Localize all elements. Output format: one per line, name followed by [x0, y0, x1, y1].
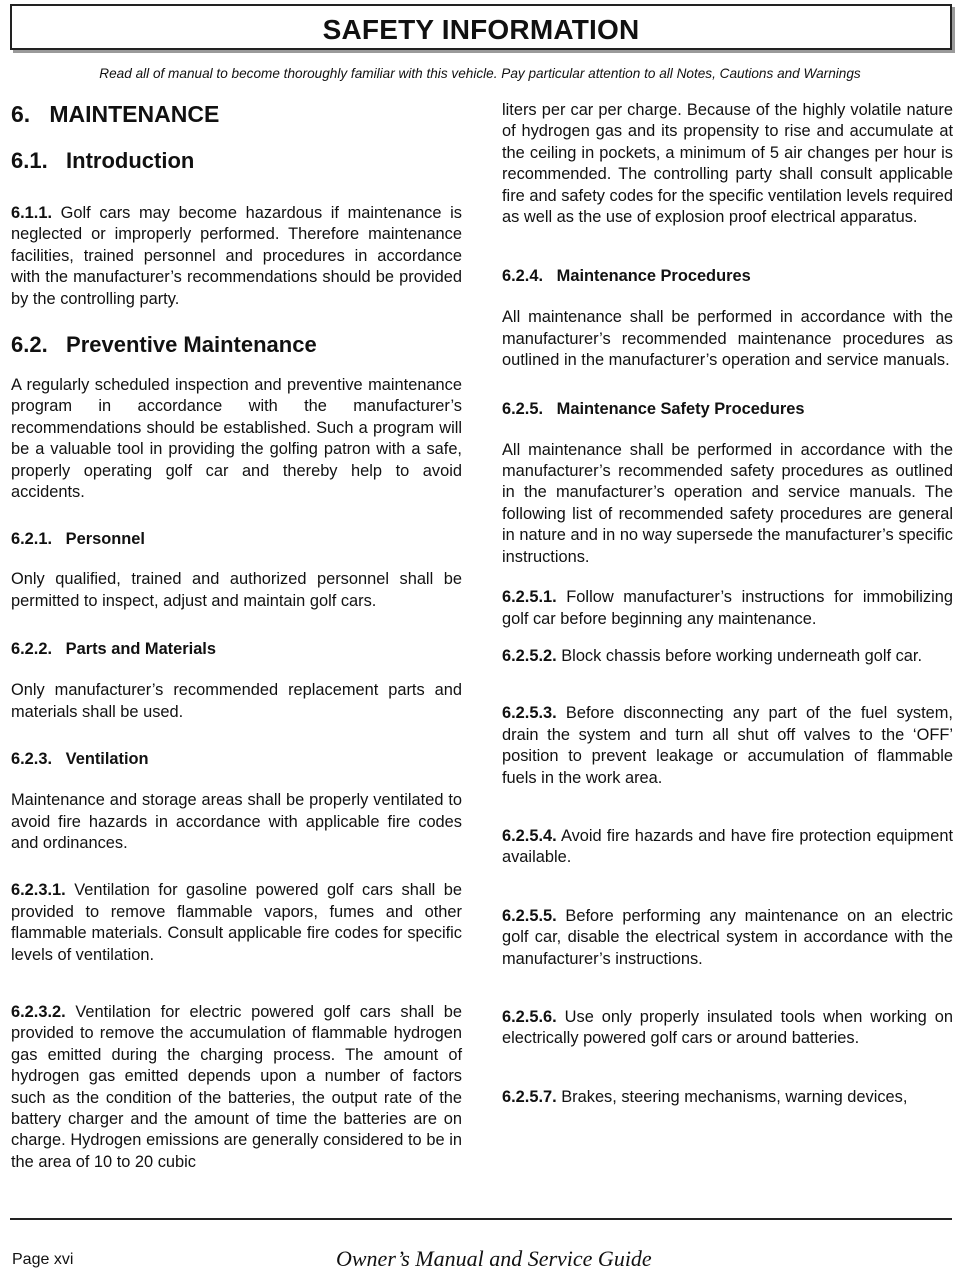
- paragraph-number: 6.1.1.: [11, 204, 53, 222]
- right-column: [502, 100, 953, 1108]
- paragraph-6-2-5-6: [502, 1007, 953, 1050]
- header-box: [10, 4, 952, 50]
- footer-divider: [10, 1218, 952, 1220]
- paragraph-6-2-5-3: [502, 703, 953, 789]
- paragraph-6-2-5: All maintenance shall be performed in accordance with the manufacturer’s recommended safety procedures as outlined in the manufacturer’s operation and service manuals. The following list of recommended safety procedures are general in nature and in no way supersede the manufacturer’s specific instructions.: [502, 440, 953, 566]
- heading-ventilation: 6.2.3. Ventilation: [11, 750, 149, 769]
- paragraph-text: Block chassis before working underneath golf car.: [556, 646, 923, 665]
- paragraph-text: Golf cars may become hazardous if maintenance is neglected or improperly performed. Therefore maintenance facilities, trained personnel and procedures in accordance with the manufacturer’s recommendations should be provided by the controlling party.: [11, 204, 462, 308]
- paragraph-text: Ventilation for gasoline powered golf cars shall be provided to remove flammable vapors, fumes and other flammable materials. Consult applicable fire codes for specific levels of ventilation.: [11, 881, 462, 964]
- paragraph-6-2-4: All maintenance shall be performed in accordance with the manufacturer’s recommended maintenance procedures as outlined in the manufacturer’s operation and service manuals.: [502, 308, 953, 370]
- heading-maintenance-procedures: 6.2.4. Maintenance Procedures: [502, 267, 751, 286]
- paragraph-text: Follow manufacturer’s instructions for immobilizing golf car before beginning any maintenance.: [502, 588, 953, 628]
- heading-personnel: 6.2.1. Personnel: [11, 530, 145, 549]
- paragraph-6-2: A regularly scheduled inspection and preventive maintenance program in accordance with the manufacturer’s recommendations should be established. Such a program will be a valuable tool in providing the golfing patron with a safe, properly operating golf car and thereby help to avoid accidents.: [11, 376, 462, 502]
- paragraph-6-2-5-5: [502, 906, 953, 970]
- paragraph-text: Brakes, steering mechanisms, warning devices,: [556, 1087, 908, 1106]
- paragraph-number: 6.2.5.5.: [502, 906, 557, 925]
- heading-maintenance: 6. MAINTENANCE: [11, 101, 220, 127]
- paragraph-text: Use only properly insulated tools when working on electrically powered golf cars or around batteries.: [502, 1007, 953, 1048]
- paragraph-6-2-5-2: [502, 646, 953, 667]
- header-subtitle: Read all of manual to become thoroughly familiar with this vehicle. Pay particular attention to all Notes, Cautions and Warnings: [99, 66, 861, 81]
- paragraph-6-2-2: Only manufacturer’s recommended replacement parts and materials shall be used.: [11, 681, 462, 721]
- paragraph-number: 6.2.3.2.: [11, 1002, 66, 1021]
- paragraph-text: Before performing any maintenance on an electric golf car, disable the electrical system in accordance with the manufacturer’s instructions.: [502, 906, 953, 968]
- heading-introduction: 6.1. Introduction: [11, 148, 195, 173]
- paragraph-6-2-3-2: [11, 1002, 462, 1173]
- paragraph-number: 6.2.3.1.: [11, 881, 66, 900]
- paragraph-6-2-5-7: [502, 1087, 953, 1108]
- paragraph-number: 6.2.5.3.: [502, 704, 557, 723]
- paragraph-continuation: liters per car per charge. Because of the highly volatile nature of hydrogen gas and its propensity to rise and accumulate at the ceiling in pockets, a minimum of 5 air changes per hour is recommended. The controlling party shall consult applicable fire and safety codes for the specific ventilation levels required as well as the use of explosion proof electrical apparatus.: [502, 101, 953, 227]
- paragraph-number: 6.2.5.7.: [502, 1087, 557, 1106]
- paragraph-number: 6.2.5.2.: [502, 646, 557, 665]
- page-title: SAFETY INFORMATION: [322, 14, 640, 45]
- heading-parts-materials: 6.2.2. Parts and Materials: [11, 640, 216, 659]
- paragraph-text: Before disconnecting any part of the fuel system, drain the system and turn all shut off valves to the ‘OFF’ position to prevent leakage or accumulation of flammable fuels in the work area.: [502, 704, 953, 787]
- paragraph-number: 6.2.5.4.: [502, 826, 557, 845]
- heading-maintenance-safety-procedures: 6.2.5. Maintenance Safety Procedures: [502, 399, 805, 418]
- paragraph-number: 6.2.5.1.: [502, 588, 557, 607]
- paragraph-6-2-3: Maintenance and storage areas shall be properly ventilated to avoid fire hazards in accordance with applicable fire codes and ordinances.: [11, 791, 462, 852]
- paragraph-6-2-5-1: [502, 587, 953, 630]
- footer-guide-title: Owner’s Manual and Service Guide: [336, 1246, 652, 1271]
- paragraph-text: Ventilation for electric powered golf cars shall be provided to remove the accumulation of flammable hydrogen gas emitted during the charging process. The amount of hydrogen gas emitted depends upon a number of factors such as the condition of the batteries, the output rate of the battery charger and the amount of time the batteries are on charge. Hydrogen emissions are generally considered to be in the area of 10 to 20 cubic: [11, 1002, 462, 1171]
- heading-preventive-maintenance: 6.2. Preventive Maintenance: [11, 332, 317, 358]
- paragraph-6-1-1: [11, 203, 462, 310]
- paragraph-6-2-3-1: [11, 880, 462, 966]
- paragraph-number: 6.2.5.6.: [502, 1007, 557, 1026]
- paragraph-text: Avoid fire hazards and have fire protection equipment available.: [502, 826, 953, 867]
- page-number: Page xvi: [12, 1251, 74, 1268]
- paragraph-6-2-5-4: [502, 826, 953, 869]
- paragraph-6-2-1: Only qualified, trained and authorized personnel shall be permitted to inspect, adjust and maintain golf cars.: [11, 570, 462, 610]
- left-column: [11, 100, 462, 1173]
